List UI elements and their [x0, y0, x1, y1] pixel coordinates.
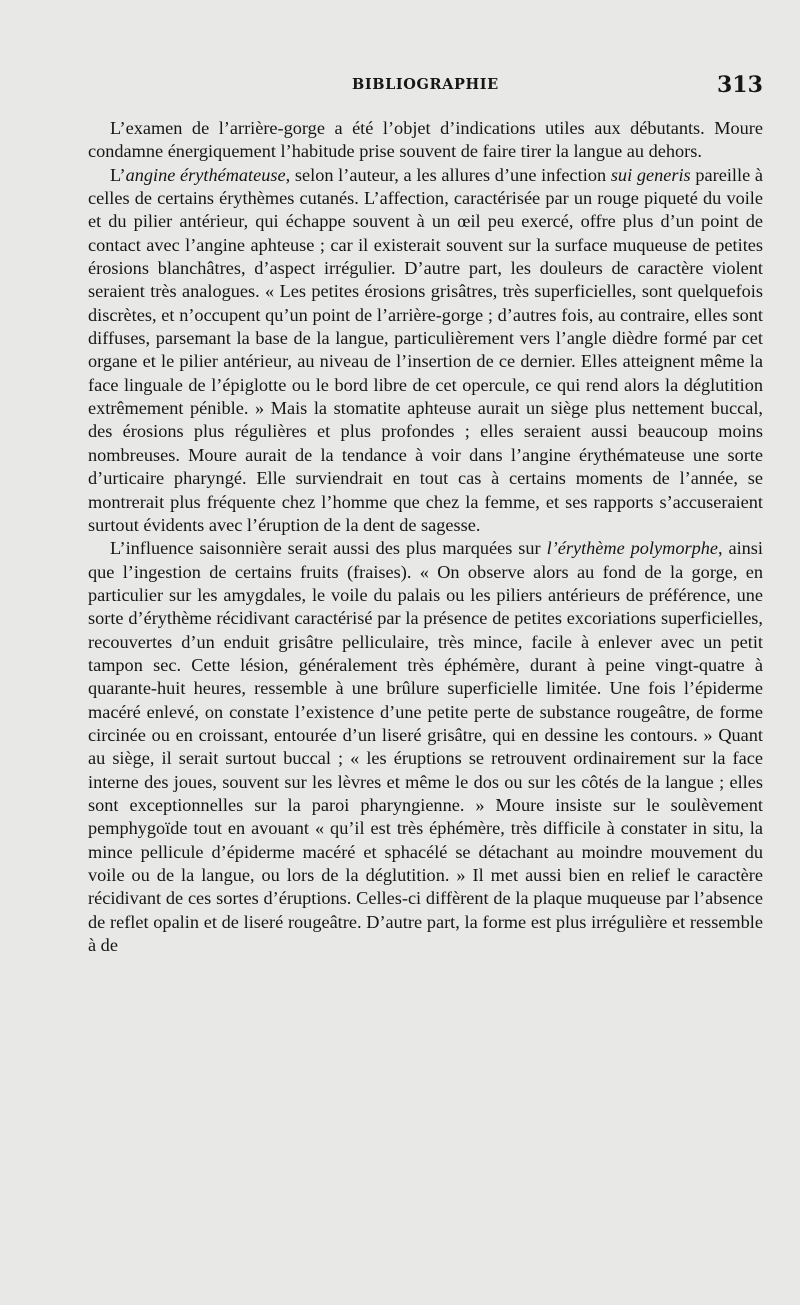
- paragraph-text: L’examen de l’arrière-gorge a été l’objet d’indications utiles aux débutants. Moure condamne énergiquement l’habitude prise souvent de faire tirer la langue au dehors.: [88, 118, 763, 162]
- paragraph-2: [88, 164, 763, 538]
- paragraph-1: [88, 117, 763, 164]
- italic-term-angine-erythemateuse: angine érythémateuse: [125, 164, 286, 185]
- paragraph-3: [88, 537, 763, 957]
- italic-term-sui-generis: sui generis: [610, 164, 691, 185]
- page-number: 313: [717, 72, 763, 98]
- paragraph-text: L’: [110, 164, 126, 185]
- paragraph-text: L’influence saisonnière serait aussi des plus marquées sur: [110, 538, 547, 559]
- paragraph-text: , ainsi que l’ingestion de certains fruits (fraises). « On observe alors au fond de la gorge, en particulier sur les amygdales, le voile du palais ou les piliers antérieurs de préférence, une sorte d’érythème récidivant caractérisé par la présence de petites excoriations superficielles, recouvertes d’un enduit grisâtre pelliculaire, très mince, facile à enlever avec un petit tampon sec. Cette lésion, généralement très éphémère, durant à peine vingt-quatre à quarante-huit heures, ressemble à une brûlure superficielle limitée. Une fois l’épiderme macéré enlevé, on constate l’existence d’une petite perte de substance rougeâtre, de forme circinée ou en croissant, entourée d’un liseré grisâtre, qui en dessine les contours. » Quant au siège, il serait surtout buccal ; « les éruptions se retrouvent ordinairement sur la face interne des joues, souvent sur les lèvres et même le dos ou sur les côtés de la langue ; elles sont exceptionnelles sur la paroi pharyngienne. » Moure insiste sur le soulèvement pemphygoïde tout en avouant « qu’il est très éphémère, très difficile à constater in situ, la mince pellicule d’épiderme macéré et sphacélé se détachant au moindre mouvement du voile ou de la langue, ou lors de la déglutition. » Il met aussi bien en relief le caractère récidivant de ces sortes d’éruptions. Celles-ci diffèrent de la plaque muqueuse par l’absence de reflet opalin et de liseré rougeâtre. D’autre part, la forme est plus irrégulière et ressemble à de: [88, 538, 763, 956]
- paragraph-text: pareille à celles de certains érythèmes cutanés. L’affection, caractérisée par un rouge piqueté du voile et du pilier antérieur, qui échappe souvent à un œil peu exercé, offre plus d’un point de contact avec l’angine aphteuse ; car il existerait souvent sur la surface muqueuse de petites érosions blanchâtres, d’aspect irrégulier. D’autre part, les douleurs de caractère violent seraient très analogues. « Les petites érosions grisâtres, très superficielles, sont quelquefois discrètes, et n’occupent qu’un point de l’arrière-gorge ; d’autres fois, au contraire, elles sont diffuses, parsemant la base de la langue, particulièrement vers l’angle dièdre formé par cet organe et le pilier antérieur, au niveau de l’insertion de ce dernier. Elles atteignent même la face linguale de l’épiglotte ou le bord libre de cet opercule, ce qui rend alors la déglutition extrêmement pénible. » Mais la stomatite aphteuse aurait un siège plus nettement buccal, des érosions plus régulières et plus profondes ; elles seraient aussi beaucoup moins nombreuses. Moure aurait de la tendance à voir dans l’angine érythémateuse une sorte d’urticaire pharyngé. Elle surviendrait en tout cas à certains moments de l’année, se montrerait plus fréquente chez l’homme que chez la femme, et ses rapports s’accuseraient surtout évidents avec l’éruption de la dent de sagesse.: [88, 164, 763, 535]
- italic-term-erytheme-polymorphe: l’érythème polymorphe: [546, 538, 718, 559]
- page-header: [0, 72, 800, 98]
- body-text: [88, 117, 763, 957]
- running-title: BIBLIOGRAPHIE: [352, 76, 499, 93]
- paragraph-text: , selon l’auteur, a les allures d’une infection: [285, 164, 611, 185]
